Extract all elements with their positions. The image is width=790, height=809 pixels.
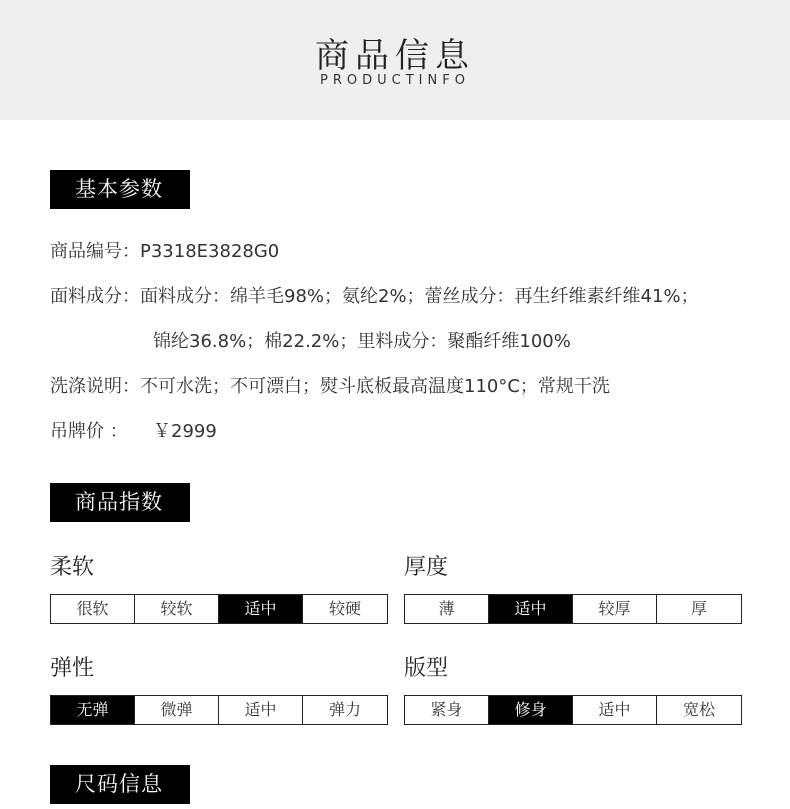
elasticity-option: 无弹 (51, 696, 135, 724)
index-title-softness: 柔软 (50, 555, 95, 580)
index-title-thickness: 厚度 (404, 555, 449, 580)
softness-option: 很软 (51, 595, 135, 623)
param-fabric-label: 面料成分： (50, 286, 140, 307)
thickness-option: 厚 (657, 595, 741, 623)
scale-thickness (404, 594, 742, 624)
param-row-price (50, 417, 217, 443)
softness-option: 较软 (135, 595, 219, 623)
section-basic-params: 基本参数 (50, 170, 190, 209)
param-code-label: 商品编号： (50, 241, 140, 262)
fit-option: 宽松 (657, 696, 741, 724)
fit-option: 紧身 (405, 696, 489, 724)
elasticity-option: 微弹 (135, 696, 219, 724)
scale-softness (50, 594, 388, 624)
scale-fit (404, 695, 742, 725)
param-row-fabric-cont (153, 327, 571, 353)
page-header (0, 0, 790, 120)
param-fabric-value: 面料成分：绵羊毛98%；氨纶2%；蕾丝成分：再生纤维素纤维41%； (140, 286, 699, 307)
index-title-fit: 版型 (404, 656, 449, 681)
section-product-index: 商品指数 (50, 483, 190, 522)
thickness-option: 适中 (489, 595, 573, 623)
softness-option: 较硬 (303, 595, 387, 623)
param-wash-label: 洗涤说明： (50, 376, 140, 397)
param-code-value: P3318E3828G0 (140, 241, 280, 262)
header-subtitle: PRODUCTINFO (320, 73, 470, 88)
param-price-value: ￥2999 (153, 421, 217, 442)
param-wash-value: 不可水洗；不可漂白；熨斗底板最高温度110°C；常规干洗 (140, 376, 610, 397)
fit-option: 适中 (573, 696, 657, 724)
softness-option: 适中 (219, 595, 303, 623)
param-row-fabric (50, 282, 699, 308)
header-title: 商品信息 (315, 36, 475, 76)
thickness-option: 较厚 (573, 595, 657, 623)
scale-elasticity (50, 695, 388, 725)
section-size-info: 尺码信息 (50, 765, 190, 804)
elasticity-option: 适中 (219, 696, 303, 724)
thickness-option: 薄 (405, 595, 489, 623)
param-row-wash (50, 372, 610, 398)
param-row-code (50, 237, 279, 263)
elasticity-option: 弹力 (303, 696, 387, 724)
param-price-label: 吊牌价 ： (50, 421, 128, 442)
fit-option: 修身 (489, 696, 573, 724)
index-title-elasticity: 弹性 (50, 656, 95, 681)
param-fabric-value-cont: 锦纶36.8%；棉22.2%；里料成分：聚酯纤维100% (153, 331, 571, 352)
